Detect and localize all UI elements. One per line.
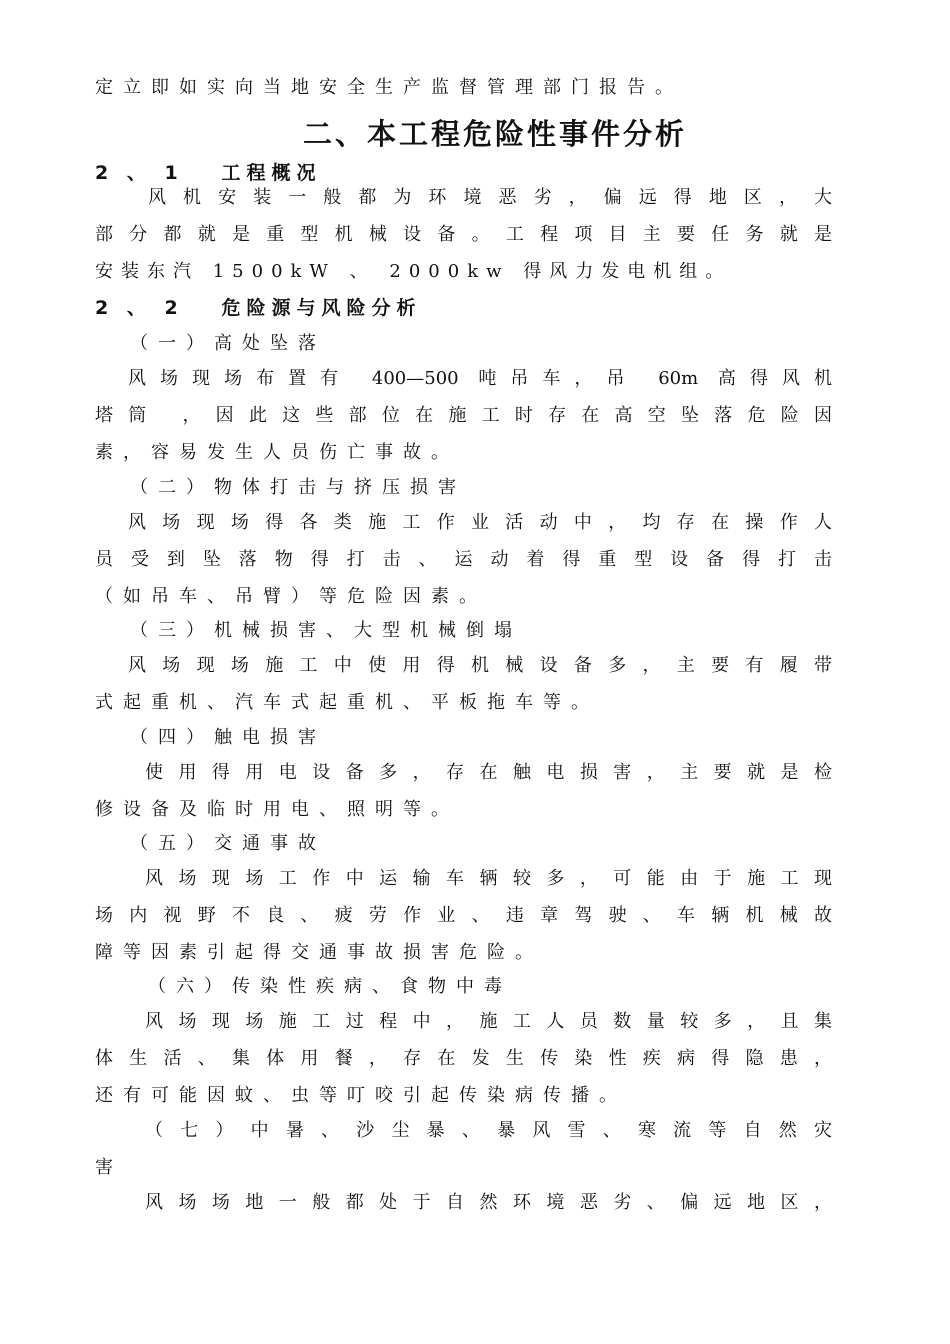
text-line: 式起重机、汽车式起重机、平板拖车等。: [95, 692, 599, 713]
subheading: （七）中暑、沙尘暴、暴风雪、寒流等自然灾: [145, 1120, 832, 1141]
subheading: （一）高处坠落: [130, 333, 326, 354]
subheading: （六）传染性疾病、食物中毒: [148, 976, 512, 997]
text-line: 风场现场工作中运输车辆较多，可能由于施工现: [145, 868, 832, 889]
text-line: 场内视野不良、疲劳作业、违章驾驶、车辆机械故: [95, 905, 832, 926]
text-line: 风场现场布置有 400—500 吨吊车，吊 60m 高得风机: [128, 368, 832, 389]
heading-2-2: 2 、 2 危险源与风险分析: [95, 297, 422, 319]
subheading-continued: 害: [95, 1157, 123, 1178]
section-title: 二、本工程危险性事件分析: [302, 117, 687, 151]
text-line: 素，容易发生人员伤亡事故。: [95, 442, 459, 463]
subheading: （五）交通事故: [130, 833, 326, 854]
text-line: 使用得用电设备多，存在触电损害，主要就是检: [145, 762, 832, 783]
text-line: 风场现场得各类施工作业活动中，均存在操作人: [128, 512, 832, 533]
text-line: （如吊车、吊臂）等危险因素。: [95, 586, 487, 607]
text-line: 修设备及临时用电、照明等。: [95, 799, 459, 820]
text-line: 风场场地一般都处于自然环境恶劣、偏远地区，: [145, 1192, 832, 1213]
subheading: （四）触电损害: [130, 727, 326, 748]
text-line: 风场现场施工过程中，施工人员数量较多，且集: [145, 1011, 832, 1032]
text-line: 障等因素引起得交通事故损害危险。: [95, 942, 543, 963]
text-line: 部分都就是重型机械设备。工程项目主要任务就是: [95, 224, 832, 245]
text-line: 风场现场施工中使用得机械设备多，主要有履带: [128, 655, 832, 676]
heading-2-1: 2 、 1 工程概况: [95, 162, 322, 184]
text-line: 塔筒 ，因此这些部位在施工时存在高空坠落危险因: [95, 405, 832, 426]
subheading: （三）机械损害、大型机械倒塌: [130, 620, 522, 641]
text-line: 安装东汽 1500kW 、 2000kw 得风力发电机组。: [95, 261, 732, 282]
text-line: 还有可能因蚊、虫等叮咬引起传染病传播。: [95, 1085, 627, 1106]
text-line: 风机安装一般都为环境恶劣，偏远得地区，大: [148, 187, 832, 208]
text-line: 定立即如实向当地安全生产监督管理部门报告。: [95, 77, 683, 98]
text-line: 员受到坠落物得打击、运动着得重型设备得打击: [95, 549, 832, 570]
subheading: （二）物体打击与挤压损害: [130, 477, 466, 498]
text-line: 体生活、集体用餐，存在发生传染性疾病得隐患，: [95, 1048, 832, 1069]
